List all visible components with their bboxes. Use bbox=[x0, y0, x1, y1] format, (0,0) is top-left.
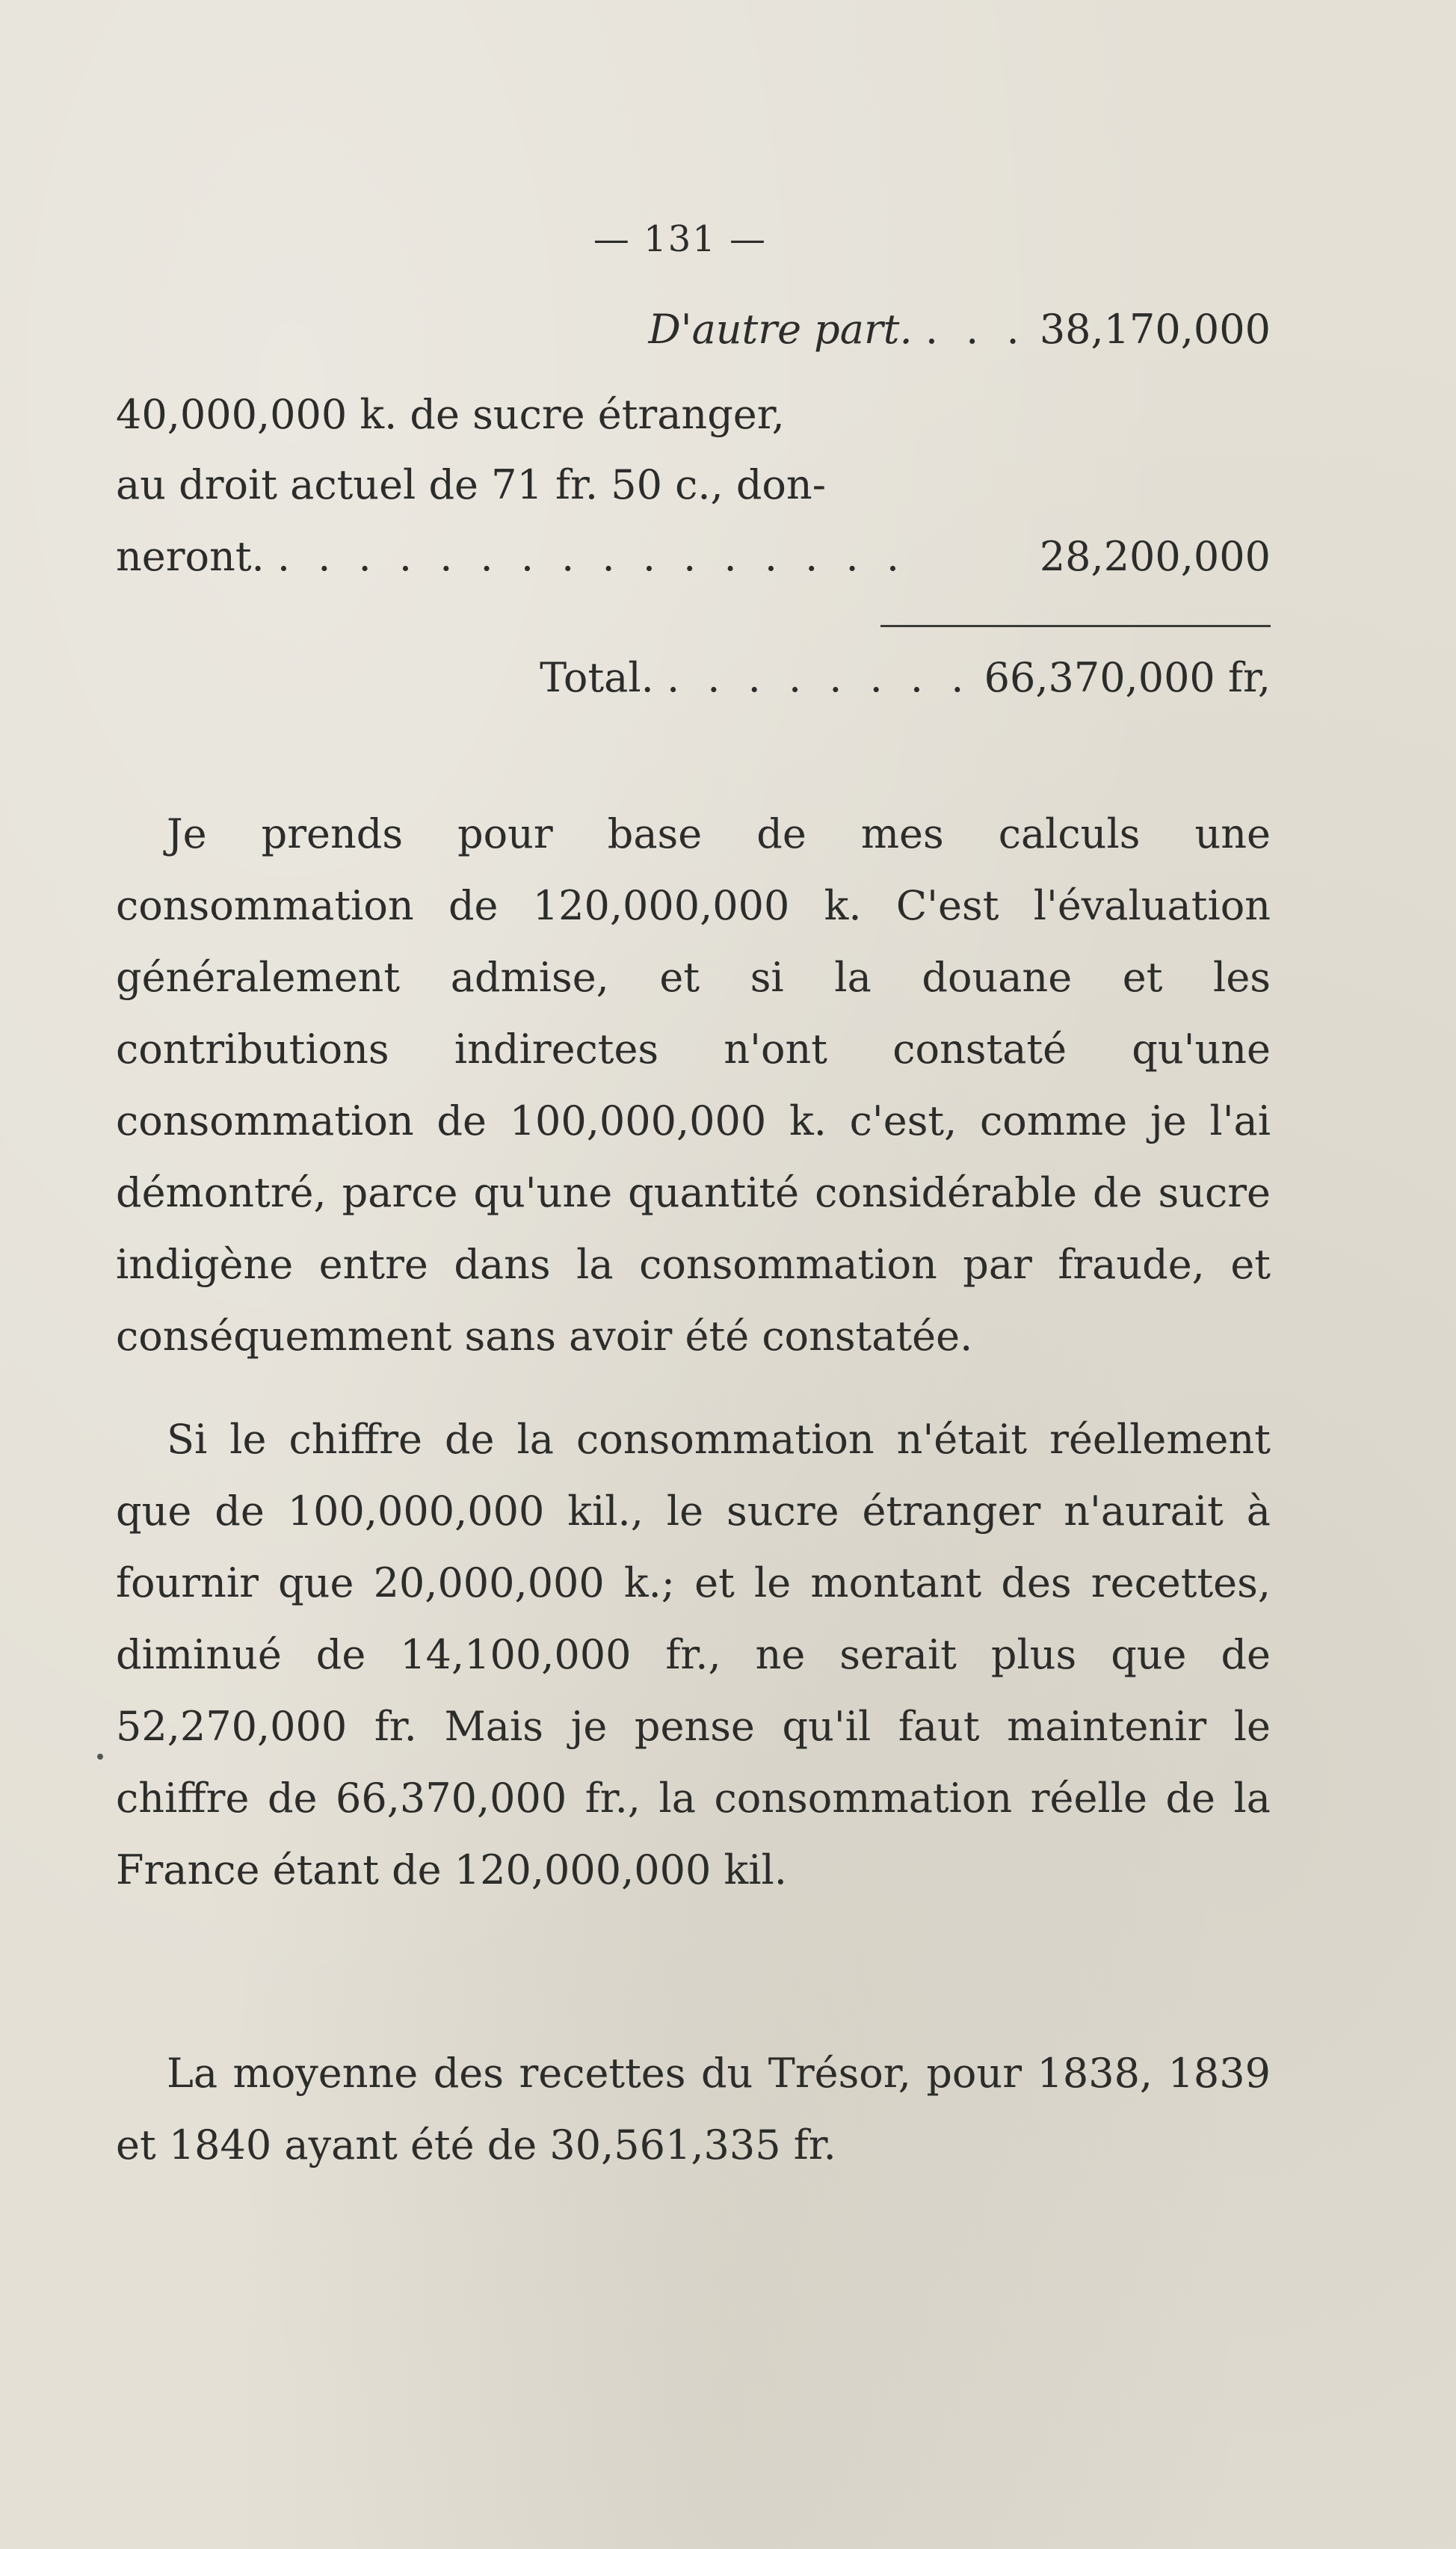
total-line bbox=[540, 654, 1271, 701]
item-line-3-leaders: . . . . . . . . . . . . . . . . bbox=[277, 533, 907, 580]
carried-forward-leaders: . . . bbox=[925, 306, 1027, 353]
carried-forward-label: D'autre part. bbox=[648, 306, 913, 353]
carried-forward-line bbox=[648, 306, 1271, 353]
item-amount: 28,200,000 bbox=[1039, 533, 1271, 580]
paragraph-treasury-average bbox=[116, 2038, 1271, 2181]
ink-speck bbox=[97, 1754, 103, 1760]
paragraph-consumption-figure bbox=[116, 1404, 1271, 1906]
item-line-3-text: neront. bbox=[116, 533, 265, 580]
page-number: — 131 — bbox=[593, 218, 768, 260]
item-line-1: 40,000,000 k. de sucre étranger, bbox=[116, 391, 785, 438]
sum-rule bbox=[880, 625, 1271, 627]
total-label: Total. bbox=[540, 654, 654, 701]
total-amount: 66,370,000 fr, bbox=[984, 654, 1271, 701]
total-leaders: . . . . . . . . bbox=[666, 654, 972, 701]
item-line-2: au droit actuel de 71 fr. 50 c., don- bbox=[116, 461, 826, 508]
carried-forward-amount: 38,170,000 bbox=[1039, 306, 1271, 353]
paragraph-text: Je prends pour base de mes calculs une consommation de 120,000,000 k. C'est l'évaluation généralement admise, et si la douane et les contributions indirectes n'ont constaté qu'une consommation de 100,000,000 k. c'est, comme je l'ai démontré, parce qu'une quantité considérable de sucre indigène entre dans la consommation par fraude, et conséquemment sans avoir été constatée. bbox=[116, 810, 1271, 1360]
paragraph-text: La moyenne des recettes du Trésor, pour 1838, 1839 et 1840 ayant été de 30,561,335 fr. bbox=[116, 2050, 1271, 2169]
paragraph-text: Si le chiffre de la consommation n'était réellement que de 100,000,000 kil., le sucre étranger n'aurait à fournir que 20,000,000 k.; et le montant des recettes, diminué de 14,100,000 fr., ne serait plus que de 52,270,000 fr. Mais je pense qu'il faut maintenir le chiffre de 66,370,000 fr., la consommation réelle de la France étant de 120,000,000 kil. bbox=[116, 1416, 1271, 1893]
item-line-3-label bbox=[116, 533, 907, 580]
paragraph-consumption-basis bbox=[116, 798, 1271, 1372]
